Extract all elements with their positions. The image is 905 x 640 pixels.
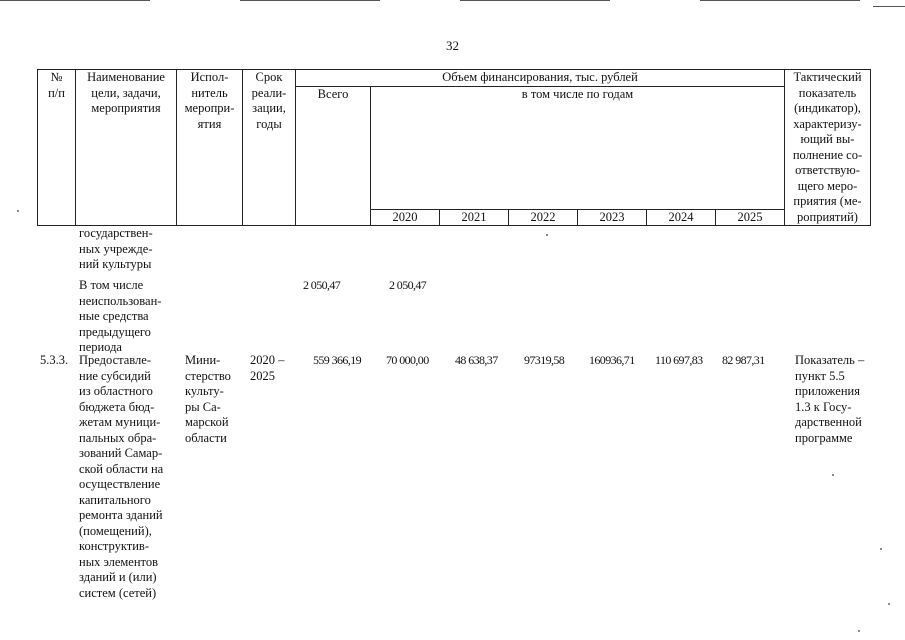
cell-text: ние субсидий	[79, 368, 151, 383]
cell-text: Мини-	[185, 353, 221, 367]
row-unused-2020: 2 050,47	[389, 278, 427, 292]
header-name	[76, 70, 177, 226]
cell-text: ской области на	[79, 461, 164, 476]
cell-text: государствен-	[79, 226, 153, 240]
cell-text: пункт 5.5	[795, 368, 845, 383]
header-text: полнение со-	[792, 147, 863, 162]
cell-text: из областного	[79, 384, 153, 398]
cell-text: В том числе	[79, 278, 144, 292]
row-item-2020: 70 000,00	[386, 353, 429, 367]
cell-text: ний культуры	[79, 257, 152, 271]
cell-text: неиспользован-	[79, 293, 162, 308]
row-item-2024: 110 697,83	[655, 353, 703, 367]
cell-text: зований Самар-	[79, 446, 163, 460]
cell-text: конструктив-	[79, 539, 150, 553]
cell-text: ных учрежде-	[79, 241, 153, 256]
header-text: зации,	[252, 101, 286, 115]
header-by-years: в том числе по годам	[371, 86, 785, 209]
scan-speck	[858, 630, 860, 632]
cell-text: бюджета бюд-	[79, 399, 155, 414]
header-text: ятия	[197, 116, 222, 131]
header-text: ответствую-	[795, 163, 860, 177]
cell-text: капитального	[79, 492, 151, 507]
scan-speck	[880, 548, 882, 550]
cell-text: марской	[185, 415, 229, 429]
header-text: Испол-	[190, 70, 229, 84]
row-item-indicator	[795, 353, 864, 446]
cell-text: программе	[795, 430, 853, 445]
row-item-term	[250, 353, 284, 384]
row-item-name	[79, 353, 163, 601]
cell-text: систем (сетей)	[79, 585, 157, 600]
cell-text: стерство	[185, 368, 231, 383]
cell-text: жетам муници-	[79, 415, 161, 429]
cell-text: ремонта зданий	[79, 508, 163, 522]
header-executor	[177, 70, 243, 226]
header-text: цели, задачи,	[91, 85, 161, 100]
cell-text: культу-	[185, 384, 224, 398]
header-text: Срок	[255, 70, 283, 84]
cell-text: (помещений),	[79, 523, 152, 538]
scan-edge-line	[700, 0, 860, 1]
cell-text: ных элементов	[79, 554, 158, 569]
header-text: меропри-	[184, 101, 235, 115]
scan-speck	[17, 210, 19, 212]
cell-text: 2020 –	[250, 353, 285, 367]
header-text: реали-	[251, 85, 287, 100]
scan-edge-line	[240, 0, 380, 1]
header-text: характеризу-	[793, 116, 862, 131]
row-unused-name	[79, 278, 161, 356]
scan-edge-line	[873, 6, 905, 7]
header-number	[38, 70, 76, 226]
header-text: Наименование	[87, 70, 165, 84]
header-funding-title: Объем финансирования, тыс. рублей	[296, 70, 785, 87]
header-text: показатель	[798, 85, 857, 100]
header-year-2023: 2023	[578, 209, 647, 226]
header-year-2022: 2022	[509, 209, 578, 226]
cell-text: предыдущего	[79, 324, 151, 339]
row-item-2021: 48 638,37	[455, 353, 498, 367]
header-year-2024: 2024	[647, 209, 716, 226]
cell-text: Показатель –	[795, 353, 865, 367]
header-text: приятия (ме-	[793, 194, 862, 208]
header-year-2021: 2021	[440, 209, 509, 226]
row-item-number: 5.3.3.	[40, 353, 69, 367]
row-item-executor	[185, 353, 231, 446]
cell-text: периода	[79, 340, 122, 354]
scan-speck	[546, 234, 548, 236]
cell-text: ры Са-	[185, 399, 221, 414]
header-text: Тактический	[793, 70, 862, 84]
scan-speck	[832, 474, 834, 476]
scan-edge-line	[460, 0, 610, 1]
header-year-2020: 2020	[371, 209, 440, 226]
cell-text: ные средства	[79, 309, 149, 323]
header-indicator	[785, 70, 871, 226]
header-total: Всего	[296, 86, 371, 226]
header-text: п/п	[48, 85, 65, 100]
row-continued-name	[79, 226, 153, 273]
cell-text: дарственной	[795, 415, 862, 429]
header-text: ющий вы-	[800, 132, 855, 146]
header-text: №	[50, 70, 63, 84]
cell-text: Предоставле-	[79, 353, 151, 367]
cell-text: осуществление	[79, 477, 161, 491]
cell-text: области	[185, 430, 227, 445]
cell-text: пальных обра-	[79, 430, 157, 445]
header-text: (индикатор),	[794, 101, 861, 115]
scan-speck	[888, 603, 890, 605]
header-text: нитель	[191, 85, 228, 100]
row-item-2025: 82 987,31	[722, 353, 765, 367]
header-text: щего меро-	[797, 178, 858, 193]
header-text: мероприятия	[91, 101, 161, 115]
scan-edge-line	[0, 0, 150, 1]
header-text: годы	[256, 116, 282, 131]
header-text: роприятий)	[797, 209, 858, 224]
row-unused-total: 2 050,47	[303, 278, 341, 292]
page-number: 32	[446, 38, 459, 53]
cell-text: зданий и (или)	[79, 570, 157, 584]
cell-text: 1.3 к Госу-	[795, 399, 852, 414]
row-item-total: 559 366,19	[313, 353, 362, 367]
header-year-2025: 2025	[716, 209, 785, 226]
cell-text: приложения	[795, 384, 860, 398]
funding-table-header	[37, 69, 871, 226]
row-item-2022: 97319,58	[524, 353, 565, 367]
row-item-2023: 160936,71	[589, 353, 635, 367]
header-term	[243, 70, 296, 226]
cell-text: 2025	[250, 368, 275, 383]
